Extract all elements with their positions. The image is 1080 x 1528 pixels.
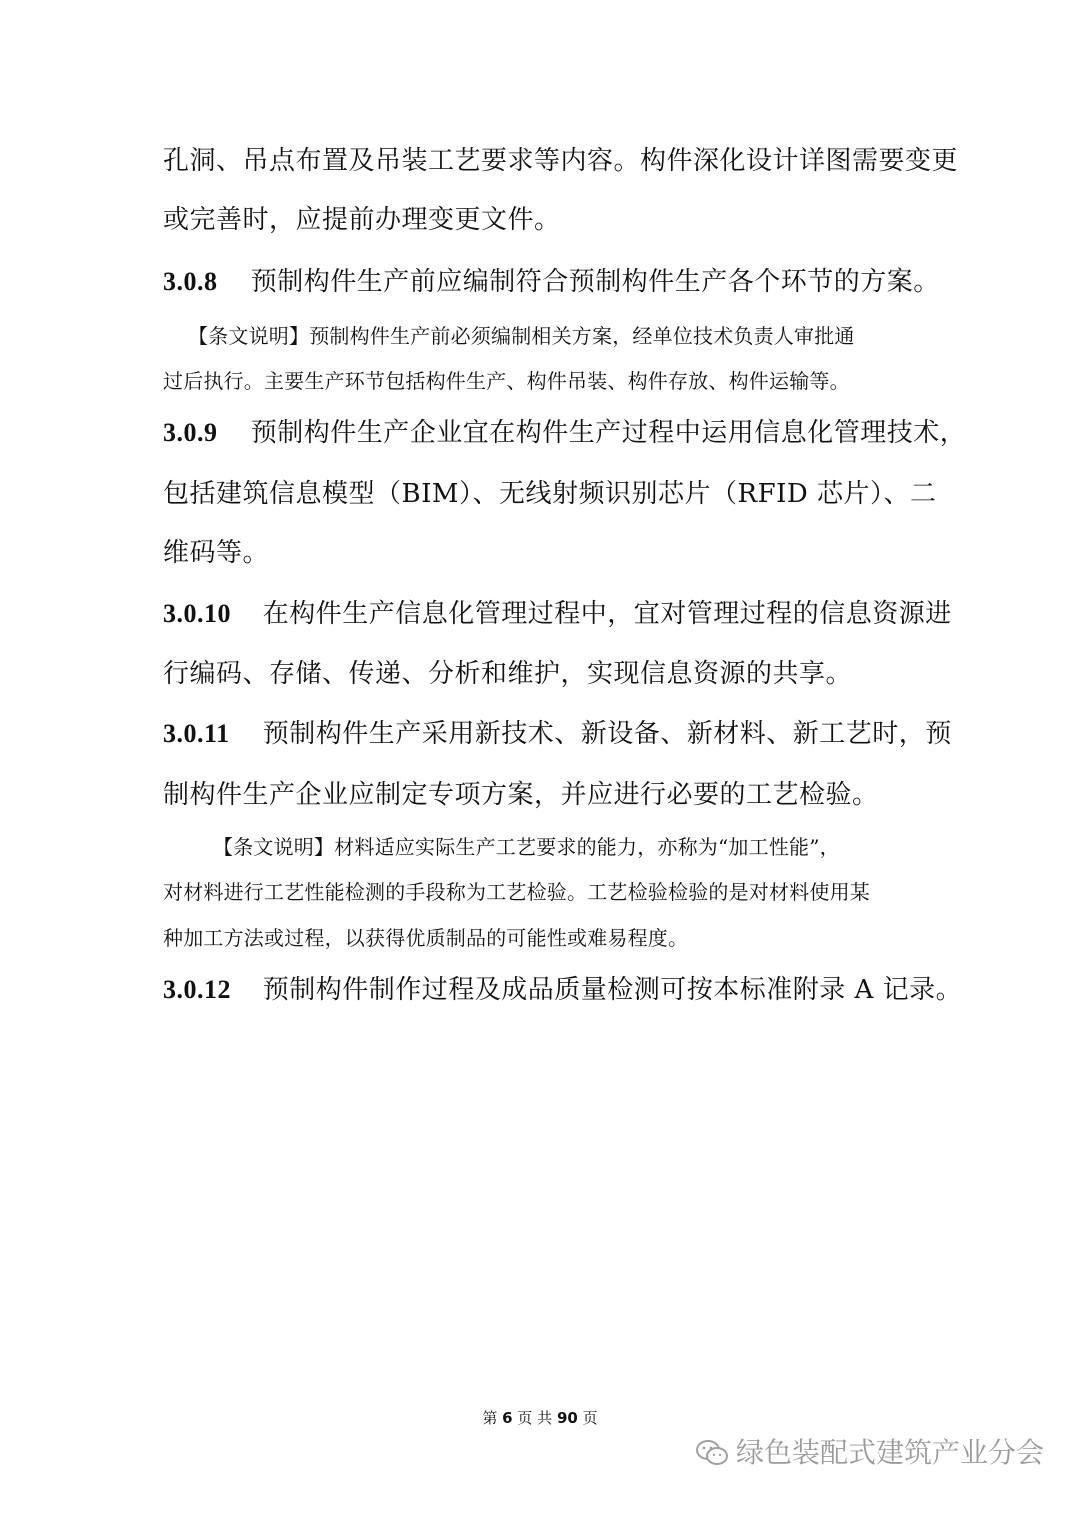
wechat-icon xyxy=(694,1438,730,1468)
current-page-number: 6 xyxy=(502,1409,513,1427)
page-label-suffix: 页 xyxy=(582,1409,598,1427)
explanation-line-4 xyxy=(163,879,870,905)
line-text: 行编码、存储、传递、分析和维护，实现信息资源的共享。 xyxy=(163,659,853,689)
body-line-4 xyxy=(163,538,269,568)
clause-text: 预制构件生产企业宜在构件生产过程中运用信息化管理技术， xyxy=(250,418,967,448)
line-text: 或完善时，应提前办理变更文件。 xyxy=(163,205,561,235)
clause-3-0-11 xyxy=(163,719,952,749)
clause-number: 3.0.11 xyxy=(163,719,230,748)
body-line-6 xyxy=(163,780,879,810)
clause-number: 3.0.10 xyxy=(163,599,231,628)
clause-3-0-10 xyxy=(163,599,952,629)
total-pages-number: 90 xyxy=(556,1409,578,1427)
page-label-mid: 页 共 xyxy=(517,1409,553,1427)
clause-text: 预制构件生产前应编制符合预制构件生产各个环节的方案。 xyxy=(250,267,940,297)
clause-text: 预制构件生产采用新技术、新设备、新材料、新工艺时，预 xyxy=(262,719,952,749)
clause-text: 预制构件制作过程及成品质量检测可按本标准附录 A 记录。 xyxy=(262,975,963,1005)
explanation-line-1 xyxy=(188,323,855,349)
explanation-text: 种加工方法或过程，以获得优质制品的可能性或难易程度。 xyxy=(163,926,689,950)
clause-3-0-9 xyxy=(163,418,966,448)
line-text: 制构件生产企业应制定专项方案，并应进行必要的工艺检验。 xyxy=(163,780,879,810)
wechat-watermark xyxy=(694,1435,1044,1471)
explanation-text: 【条文说明】预制构件生产前必须编制相关方案，经单位技术负责人审批通 xyxy=(188,324,855,348)
page-label-prefix: 第 xyxy=(482,1409,498,1427)
explanation-text: 对材料进行工艺性能检测的手段称为工艺检验。工艺检验检验的是对材料使用某 xyxy=(163,880,870,904)
watermark-text: 绿色装配式建筑产业分会 xyxy=(735,1436,1044,1469)
clause-number: 3.0.12 xyxy=(163,975,231,1004)
explanation-text: 过后执行。主要生产环节包括构件生产、构件吊装、构件存放、构件运输等。 xyxy=(163,369,850,393)
explanation-line-3 xyxy=(213,834,840,860)
clause-3-0-8 xyxy=(163,267,940,297)
explanation-text: 【条文说明】材料适应实际生产工艺要求的能力，亦称为“加工性能”， xyxy=(213,835,840,859)
line-text: 包括建筑信息模型（BIM）、无线射频识别芯片（RFID 芯片）、二 xyxy=(163,479,937,509)
line-text: 孔洞、吊点布置及吊装工艺要求等内容。构件深化设计详图需要变更 xyxy=(163,146,959,176)
explanation-line-5 xyxy=(163,925,688,951)
clause-text: 在构件生产信息化管理过程中，宜对管理过程的信息资源进 xyxy=(262,599,952,629)
body-line-5 xyxy=(163,659,852,689)
page-footer xyxy=(0,1408,1080,1428)
body-line-3 xyxy=(163,479,937,509)
body-line-1 xyxy=(163,146,958,176)
clause-number: 3.0.9 xyxy=(163,418,218,447)
explanation-line-2 xyxy=(163,368,850,394)
clause-3-0-12 xyxy=(163,975,962,1005)
body-line-2 xyxy=(163,205,561,235)
line-text: 维码等。 xyxy=(163,538,270,568)
clause-number: 3.0.8 xyxy=(163,267,218,296)
